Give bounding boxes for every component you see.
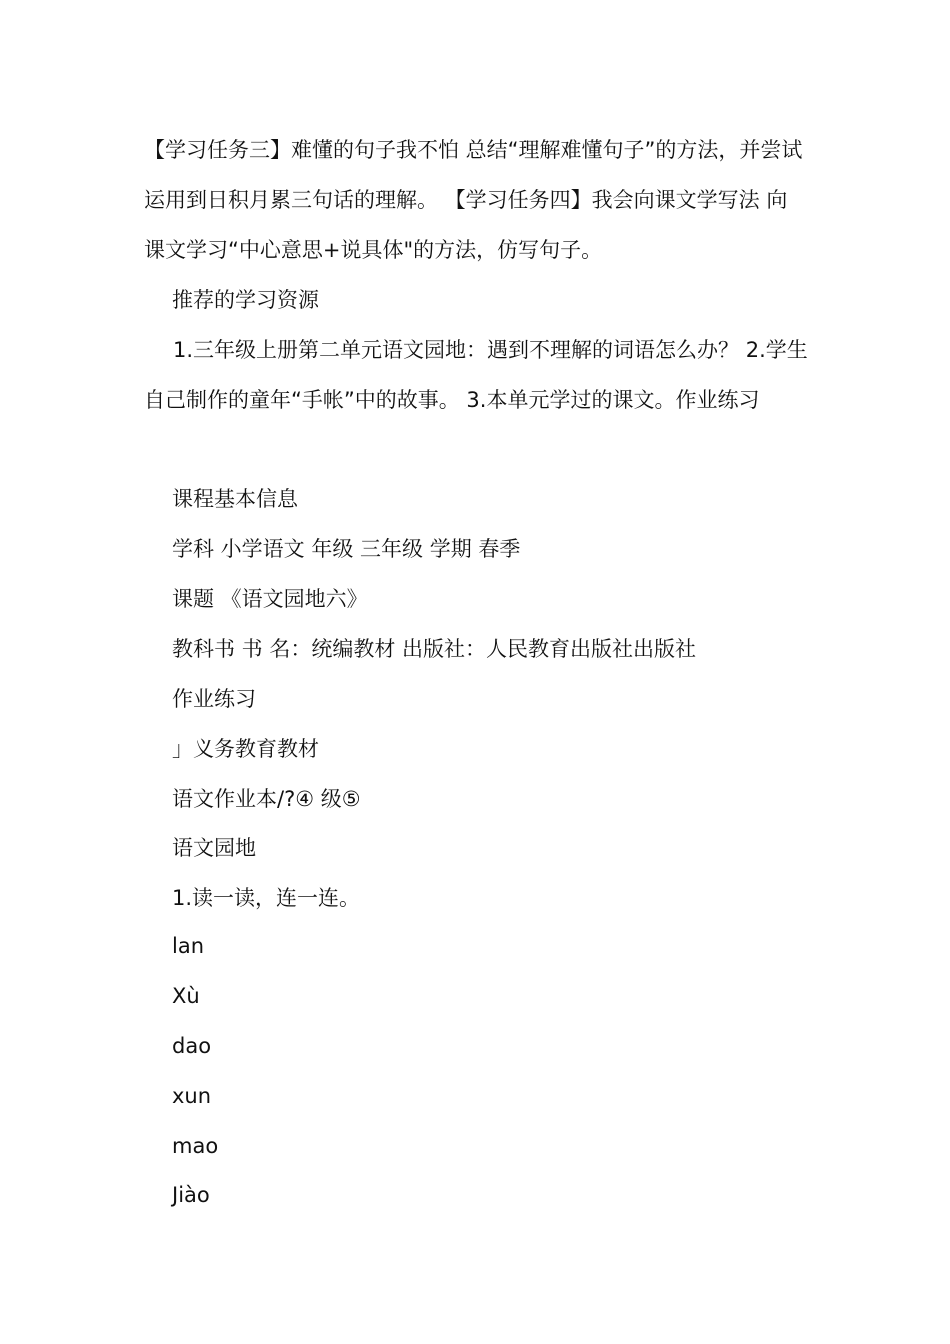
garden-title-line: 语文园地 [172,836,256,860]
workbook-line: 语文作业本/?④ 级⑤ [172,787,361,811]
resources-heading: 推荐的学习资源 [172,288,319,312]
homework-heading: 作业练习 [172,687,256,711]
pinyin-item: Xù [172,984,200,1008]
compulsory-education-line: 」义务教育教材 [172,737,319,761]
subject-grade-term-line: 学科 小学语文 年级 三年级 学期 春季 [172,537,521,561]
pinyin-item: dao [172,1034,212,1058]
pinyin-item: lan [172,934,205,958]
learning-tasks-paragraph: 【学习任务三】难懂的句子我不怕 总结“理解难懂句子”的方法，并尝试运用到日积月累三句话的理解。 【学习任务四】我会向课文学写法 向课文学习“中心意思+说具体"的方法，仿写句子。 [144,138,803,262]
lesson-topic-line: 课题 《语文园地六》 [172,587,368,611]
textbook-line: 教科书 书 名：统编教材 出版社：人民教育出版社出版社 [172,637,697,661]
pinyin-item: xun [172,1084,212,1108]
pinyin-item: Jiào [172,1183,210,1207]
course-info-heading: 课程基本信息 [172,487,298,511]
exercise-1-instruction: 1.读一读，连一连。 [172,886,361,910]
pinyin-item: mao [172,1134,219,1158]
resources-list-paragraph: 1.三年级上册第二单元语文园地：遇到不理解的词语怎么办？ 2.学生自己制作的童年“手帐”中的故事。 3.本单元学过的课文。作业练习 [144,338,808,412]
